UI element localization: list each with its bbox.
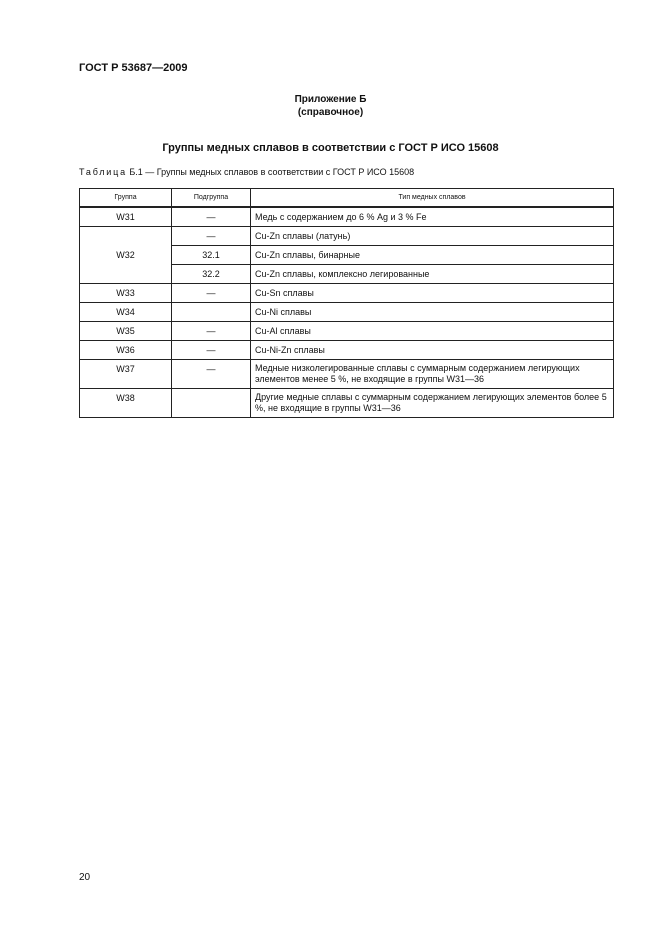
cell-subgroup: — [172, 360, 251, 389]
cell-subgroup: — [172, 284, 251, 303]
annex-heading [0, 93, 661, 119]
cell-alloy-type: Cu-Zn сплавы, комплексно легированные [251, 265, 614, 284]
cell-subgroup [172, 389, 251, 418]
table-row [80, 360, 614, 389]
table-row [80, 389, 614, 418]
header-alloy-type: Тип медных сплавов [251, 189, 614, 208]
cell-group: W36 [80, 341, 172, 360]
cell-subgroup: 32.1 [172, 246, 251, 265]
copper-alloy-groups-table [79, 188, 614, 418]
table-row [80, 207, 614, 227]
cell-subgroup: — [172, 207, 251, 227]
table-caption-prefix: Таблица [79, 167, 127, 177]
table-row [80, 322, 614, 341]
cell-subgroup [172, 303, 251, 322]
page-number: 20 [79, 872, 91, 883]
cell-group: W38 [80, 389, 172, 418]
cell-subgroup: — [172, 341, 251, 360]
cell-alloy-type: Cu-Zn сплавы (латунь) [251, 227, 614, 246]
cell-alloy-type: Медные низколегированные сплавы с суммарным содержанием легирующих элементов менее 5 %, не входящие в группы W31—36 [251, 360, 614, 389]
header-group: Группа [80, 189, 172, 208]
cell-alloy-type: Другие медные сплавы с суммарным содержанием легирующих элементов более 5 %, не входящие в группы W31—36 [251, 389, 614, 418]
table-row [80, 227, 614, 246]
cell-alloy-type: Cu-Zn сплавы, бинарные [251, 246, 614, 265]
cell-alloy-type: Cu-Ni сплавы [251, 303, 614, 322]
cell-alloy-type: Cu-Sn сплавы [251, 284, 614, 303]
table-header-row [80, 189, 614, 208]
cell-group: W37 [80, 360, 172, 389]
cell-alloy-type: Медь с содержанием до 6 % Ag и 3 % Fe [251, 207, 614, 227]
cell-group: W32 [80, 227, 172, 284]
table-caption [79, 167, 414, 177]
table-caption-text: Б.1 — Группы медных сплавов в соответствии с ГОСТ Р ИСО 15608 [126, 167, 415, 177]
table-row [80, 284, 614, 303]
cell-group: W35 [80, 322, 172, 341]
header-subgroup: Подгруппа [172, 189, 251, 208]
cell-subgroup: — [172, 322, 251, 341]
annex-subtitle: (справочное) [297, 107, 364, 118]
table-row [80, 303, 614, 322]
cell-group: W34 [80, 303, 172, 322]
cell-subgroup: — [172, 227, 251, 246]
cell-subgroup: 32.2 [172, 265, 251, 284]
cell-group: W31 [80, 207, 172, 227]
cell-alloy-type: Cu-Al сплавы [251, 322, 614, 341]
document-number: ГОСТ Р 53687—2009 [79, 62, 188, 74]
section-title: Группы медных сплавов в соответствии с ГОСТ Р ИСО 15608 [162, 142, 499, 154]
annex-title: Приложение Б [294, 94, 367, 105]
cell-group: W33 [80, 284, 172, 303]
cell-alloy-type: Cu-Ni-Zn сплавы [251, 341, 614, 360]
table-row [80, 341, 614, 360]
